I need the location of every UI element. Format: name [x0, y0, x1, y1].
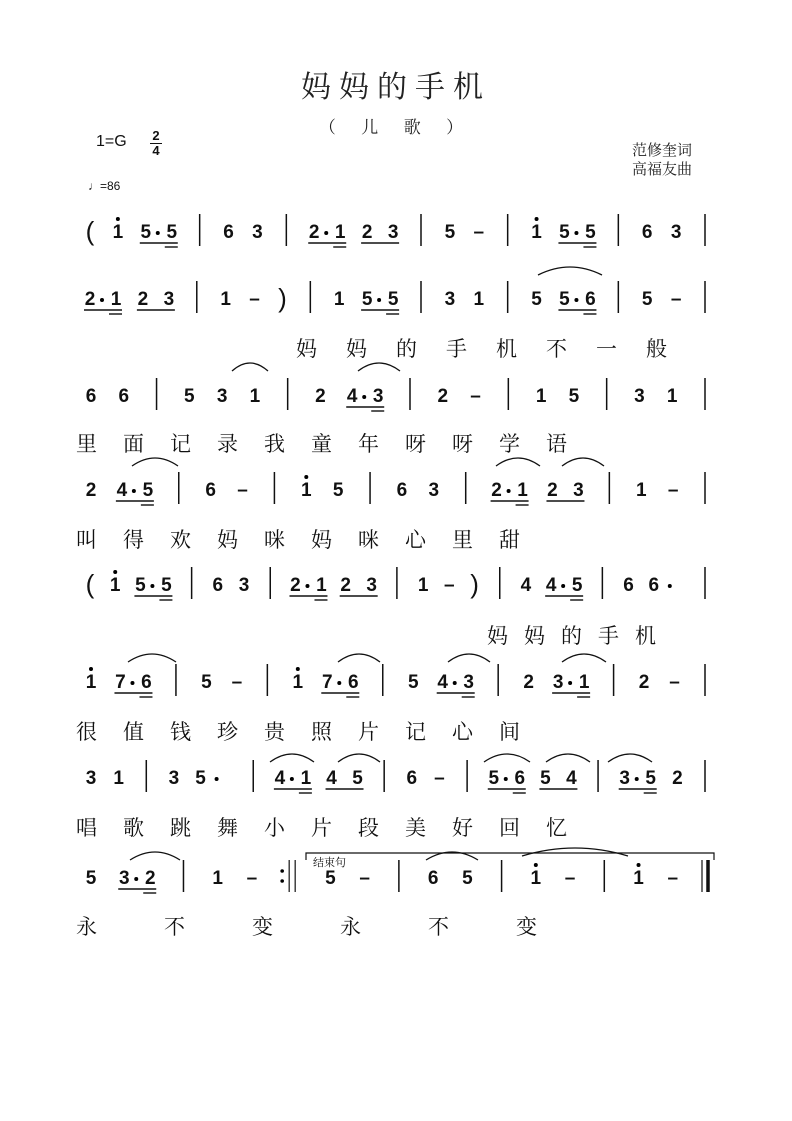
- high-octave-dot: [116, 217, 120, 221]
- note: 5: [142, 480, 154, 501]
- note: 3: [372, 386, 384, 407]
- note: 1: [113, 768, 124, 789]
- note: 5: [361, 289, 373, 310]
- note: 2: [672, 768, 683, 789]
- lyric-char: 手: [446, 337, 467, 361]
- close-parenthesis: ): [470, 569, 479, 599]
- augmentation-dot: [507, 489, 511, 493]
- note: 2: [638, 672, 650, 693]
- note: 4: [326, 768, 337, 789]
- note: 3: [252, 222, 263, 243]
- lyric-char: 间: [499, 720, 520, 744]
- note: 4: [437, 672, 448, 693]
- lyric-char: 小: [264, 816, 285, 840]
- note: 5: [568, 386, 580, 407]
- dash-note: –: [470, 386, 481, 407]
- lyric-char: 贵: [264, 720, 285, 744]
- high-octave-dot: [534, 863, 538, 867]
- repeat-dot: [280, 879, 284, 883]
- augmentation-dot: [568, 681, 572, 685]
- slur-arc: [358, 363, 400, 371]
- coda-label: 结束句: [313, 856, 346, 869]
- note: 3: [428, 480, 440, 501]
- note-high-1: 1: [531, 222, 542, 243]
- lyric-char: 叫: [76, 528, 97, 552]
- high-octave-dot: [296, 667, 300, 671]
- note: 1: [473, 289, 485, 310]
- note: 5: [488, 768, 500, 789]
- lyric-char: 机: [496, 337, 517, 361]
- lyric-char: 永: [340, 915, 361, 939]
- note: 5: [559, 289, 570, 310]
- augmentation-dot: [453, 681, 457, 685]
- note: 6: [223, 222, 234, 243]
- note: 4: [520, 575, 532, 596]
- open-parenthesis: (: [85, 569, 95, 599]
- lyric-char: 心: [452, 720, 473, 744]
- note: 1: [212, 868, 223, 889]
- dash-note: –: [667, 480, 679, 501]
- note: 3: [634, 386, 645, 407]
- augmentation-dot: [215, 777, 219, 781]
- slur-arc: [448, 654, 490, 662]
- note-high-1: 1: [530, 868, 542, 889]
- note: 1: [110, 289, 122, 310]
- note: 4: [545, 575, 557, 596]
- slur-arc: [522, 848, 628, 856]
- song-genre: （ 儿 歌 ）: [318, 118, 474, 138]
- note-high-1: 1: [109, 575, 121, 596]
- lyric-char: 妈: [311, 528, 332, 552]
- note: 1: [333, 289, 345, 310]
- note: 5: [571, 575, 583, 596]
- note: 6: [212, 575, 224, 596]
- lyric-char: 变: [516, 915, 537, 939]
- note: 1: [316, 575, 327, 596]
- lyric-char: 变: [252, 915, 273, 939]
- slur-arc: [128, 654, 176, 662]
- lyric-char: 咪: [264, 528, 285, 552]
- note: 6: [396, 480, 408, 501]
- lyric-char: 舞: [217, 816, 238, 840]
- augmentation-dot: [100, 298, 104, 302]
- note: 4: [274, 768, 286, 789]
- lyric-char: 忆: [546, 816, 567, 840]
- slur-arc: [232, 363, 268, 371]
- time-signature-bottom: 4: [152, 143, 160, 158]
- note-high-1: 1: [633, 868, 644, 889]
- dash-note: –: [359, 868, 370, 889]
- high-octave-dot: [89, 667, 93, 671]
- high-octave-dot: [304, 475, 308, 479]
- lyric-char: 回: [499, 816, 520, 840]
- note: 6: [348, 672, 359, 693]
- lyricist-credit: 范修奎词: [632, 141, 693, 159]
- note: 1: [635, 480, 647, 501]
- note: 6: [118, 386, 130, 407]
- augmentation-dot: [156, 231, 160, 235]
- dash-note: –: [246, 868, 258, 889]
- lyric-char: 呀: [405, 432, 426, 456]
- note: 5: [585, 222, 596, 243]
- slur-arc: [270, 754, 314, 762]
- note: 5: [201, 672, 212, 693]
- slur-arc: [608, 754, 652, 762]
- lyric-char: 妈: [296, 337, 317, 361]
- augmentation-dot: [635, 777, 639, 781]
- note: 5: [387, 289, 399, 310]
- lyric-char: 段: [358, 816, 379, 840]
- note: 3: [573, 480, 584, 501]
- augmentation-dot: [561, 584, 565, 588]
- dash-note: –: [669, 672, 680, 693]
- note: 4: [346, 386, 358, 407]
- note: 6: [85, 386, 97, 407]
- slur-arc: [132, 458, 178, 466]
- note: 1: [417, 575, 429, 596]
- augmentation-dot: [132, 489, 136, 493]
- lyric-char: 手: [598, 624, 619, 648]
- dash-note: –: [231, 672, 243, 693]
- note: 2: [523, 672, 534, 693]
- slur-arc: [562, 458, 604, 466]
- dash-note: –: [564, 868, 576, 889]
- note: 3: [463, 672, 474, 693]
- coda-bracket: [306, 853, 714, 860]
- lyric-char: 甜: [499, 528, 520, 552]
- dash-note: –: [434, 768, 445, 789]
- lyric-char: 咪: [358, 528, 379, 552]
- note: 5: [85, 868, 97, 889]
- augmentation-dot: [305, 584, 309, 588]
- lyric-char: 心: [405, 528, 426, 552]
- augmentation-dot: [337, 681, 341, 685]
- note: 1: [249, 386, 261, 407]
- note: 7: [322, 672, 333, 693]
- note: 5: [325, 868, 336, 889]
- note: 6: [641, 222, 653, 243]
- note: 2: [144, 868, 156, 889]
- note: 2: [85, 480, 97, 501]
- augmentation-dot: [574, 231, 578, 235]
- lyric-char: 值: [123, 720, 144, 744]
- augmentation-dot: [150, 584, 154, 588]
- note: 6: [514, 768, 526, 789]
- lyric-char: 片: [311, 816, 332, 840]
- note: 5: [332, 480, 344, 501]
- lyric-char: 不: [546, 337, 567, 361]
- lyric-char: 妈: [346, 337, 367, 361]
- note: 7: [115, 672, 126, 693]
- close-parenthesis: ): [278, 283, 287, 313]
- lyric-char: 年: [358, 432, 379, 456]
- augmentation-dot: [504, 777, 508, 781]
- lyric-char: 好: [452, 816, 473, 840]
- note: 6: [648, 575, 660, 596]
- note: 1: [220, 289, 231, 310]
- note: 5: [184, 386, 195, 407]
- note: 3: [168, 768, 180, 789]
- lyric-char: 童: [311, 432, 332, 456]
- augmentation-dot: [134, 877, 138, 881]
- repeat-dot: [280, 869, 284, 873]
- note-high-1: 1: [112, 222, 124, 243]
- note: 2: [308, 222, 320, 243]
- slur-arc: [546, 754, 590, 762]
- lyric-char: 般: [646, 337, 667, 361]
- dash-note: –: [444, 575, 455, 596]
- note: 2: [361, 222, 373, 243]
- lyric-char: 我: [264, 432, 285, 456]
- lyric-char: 面: [123, 432, 144, 456]
- note: 3: [670, 222, 682, 243]
- note: 4: [116, 480, 128, 501]
- note: 5: [462, 868, 473, 889]
- note: 2: [315, 386, 326, 407]
- note: 4: [566, 768, 577, 789]
- lyric-char: 照: [311, 720, 332, 744]
- note: 3: [552, 672, 564, 693]
- slur-arc: [562, 654, 606, 662]
- dash-note: –: [237, 480, 248, 501]
- note: 2: [137, 289, 149, 310]
- note: 5: [559, 222, 570, 243]
- key-signature: 1=G: [96, 133, 127, 150]
- lyric-char: 美: [405, 816, 426, 840]
- note: 5: [641, 289, 653, 310]
- note: 3: [366, 575, 377, 596]
- lyric-char: 歌: [123, 816, 144, 840]
- note: 2: [340, 575, 351, 596]
- note: 5: [531, 289, 542, 310]
- note: 5: [540, 768, 551, 789]
- lyric-char: 记: [170, 432, 191, 456]
- high-octave-dot: [535, 217, 539, 221]
- lyric-char: 欢: [170, 528, 191, 552]
- note: 6: [141, 672, 152, 693]
- lyric-char: 妈: [524, 624, 545, 648]
- note: 1: [535, 386, 547, 407]
- time-signature-top: 2: [152, 128, 160, 143]
- slur-arc: [338, 654, 380, 662]
- lyric-char: 一: [596, 337, 617, 361]
- augmentation-dot: [324, 231, 328, 235]
- note: 2: [491, 480, 502, 501]
- note: 5: [645, 768, 656, 789]
- note: 2: [84, 289, 96, 310]
- note: 3: [163, 289, 175, 310]
- note: 1: [666, 386, 678, 407]
- note: 6: [585, 289, 596, 310]
- lyric-char: 机: [635, 624, 656, 648]
- lyric-char: 里: [76, 432, 97, 456]
- slur-arc: [130, 852, 180, 860]
- note: 3: [444, 289, 456, 310]
- note: 5: [352, 768, 363, 789]
- lyric-char: 珍: [217, 720, 238, 744]
- note: 1: [300, 768, 312, 789]
- lyric-char: 呀: [452, 432, 473, 456]
- high-octave-dot: [637, 863, 641, 867]
- tempo-marking: ♩=86: [88, 179, 121, 193]
- note: 5: [135, 575, 146, 596]
- note-high-1: 1: [85, 672, 97, 693]
- lyric-char: 妈: [217, 528, 238, 552]
- lyric-char: 记: [405, 720, 426, 744]
- note: 2: [437, 386, 449, 407]
- note-high-1: 1: [292, 672, 304, 693]
- lyric-char: 妈: [487, 624, 508, 648]
- lyric-char: 得: [123, 528, 144, 552]
- high-octave-dot: [113, 570, 117, 574]
- augmentation-dot: [290, 777, 294, 781]
- note-high-1: 1: [301, 480, 312, 501]
- dash-note: –: [473, 222, 485, 243]
- note: 5: [195, 768, 206, 789]
- augmentation-dot: [668, 584, 672, 588]
- note: 3: [118, 868, 130, 889]
- slur-arc: [338, 754, 380, 762]
- note: 3: [238, 575, 250, 596]
- note: 2: [547, 480, 558, 501]
- lyric-char: 钱: [170, 720, 191, 744]
- note: 6: [205, 480, 216, 501]
- note: 1: [578, 672, 590, 693]
- lyric-char: 不: [164, 915, 185, 939]
- note: 1: [517, 480, 528, 501]
- open-parenthesis: (: [85, 216, 95, 246]
- note: 3: [619, 768, 630, 789]
- lyric-char: 学: [499, 432, 520, 456]
- dash-note: –: [670, 289, 682, 310]
- augmentation-dot: [130, 681, 134, 685]
- composer-credit: 高福友曲: [632, 160, 693, 178]
- dash-note: –: [667, 868, 679, 889]
- lyric-char: 唱: [76, 816, 97, 840]
- lyric-char: 片: [358, 720, 379, 744]
- note: 5: [161, 575, 172, 596]
- note: 6: [427, 868, 439, 889]
- note: 3: [387, 222, 399, 243]
- dash-note: –: [249, 289, 260, 310]
- note: 2: [290, 575, 301, 596]
- note: 5: [407, 672, 419, 693]
- lyric-char: 语: [546, 432, 567, 456]
- lyric-char: 的: [561, 624, 582, 648]
- augmentation-dot: [574, 298, 578, 302]
- lyric-char: 跳: [170, 816, 191, 840]
- slur-arc: [496, 458, 540, 466]
- lyric-char: 的: [396, 337, 417, 361]
- note: 3: [216, 386, 228, 407]
- lyric-char: 里: [452, 528, 473, 552]
- note: 5: [444, 222, 456, 243]
- slur-arc: [538, 267, 602, 275]
- note: 1: [334, 222, 346, 243]
- note: 6: [623, 575, 634, 596]
- note: 5: [166, 222, 178, 243]
- augmentation-dot: [377, 298, 381, 302]
- lyric-char: 很: [76, 720, 97, 744]
- lyric-char: 录: [217, 432, 238, 456]
- note: 3: [85, 768, 97, 789]
- lyric-char: 不: [428, 915, 449, 939]
- lyric-char: 永: [76, 915, 97, 939]
- note: 6: [406, 768, 418, 789]
- augmentation-dot: [362, 395, 366, 399]
- note: 5: [140, 222, 152, 243]
- slur-arc: [484, 754, 530, 762]
- song-title: 妈妈的手机: [301, 70, 491, 105]
